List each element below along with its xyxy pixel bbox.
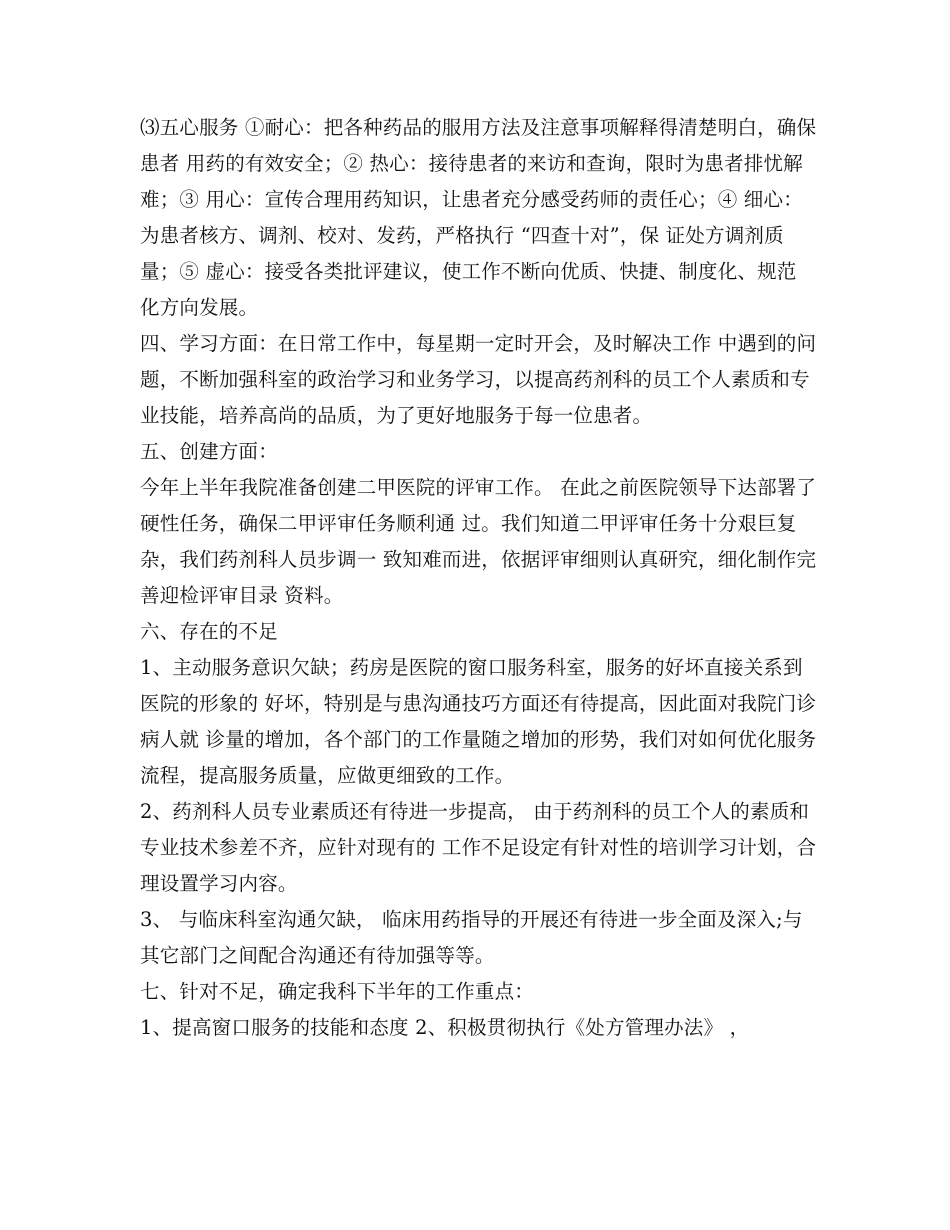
heading-work-focus: 七、针对不足，确定我科下半年的工作重点：: [140, 980, 535, 1003]
document-body: [140, 110, 820, 1046]
paragraph-five-heart-service: ⑶五心服务 ①耐心：把各种药品的服用方法及注意事项解释得清楚明白，确保患者 用药的有效安全；② 热心：接待患者的来访和查询，限时为患者排忧解难；③ 用心：宣传合理用药知识，让患者充分感受药师的责任心；④ 细心：为患者核方、调剂、校对、发药，严格执行 “四查十对”，保 证处方调剂质量；⑤ 虚心：接受各类批评建议，使工作不断向优质、快捷、制度化、规范 化方向发展。: [140, 116, 817, 319]
paragraph-work-focus-items: 1、提高窗口服务的技能和态度 2、积极贯彻执行《处方管理办法》 ，: [140, 1016, 750, 1039]
heading-creation-aspect: 五、创建方面：: [140, 440, 278, 463]
paragraph-creation-aspect: 今年上半年我院准备创建二甲医院的评审工作。 在此之前医院领导下达部署了硬性任务，确保二甲评审任务顺利通 过。我们知道二甲评审任务十分艰巨复杂，我们药剂科人员步调一 致知难而进，依据评审细则认真研究，细化制作完善迎检评审目录 资料。: [140, 476, 817, 607]
paragraph-shortcoming-2: 2、药剂科人员专业素质还有待进一步提高， 由于药剂科的员工个人的素质和专业技术参差不齐，应针对现有的 工作不足设定有针对性的培训学习计划，合理设置学习内容。: [140, 800, 817, 895]
paragraph-study-aspect: 四、学习方面：在日常工作中，每星期一定时开会，及时解决工作 中遇到的问题，不断加强科室的政治学习和业务学习，以提高药剂科的员工个人素质和专业技能，培养高尚的品质，为了更好地服务于每一位患者。: [140, 332, 817, 427]
paragraph-shortcoming-1: 1、主动服务意识欠缺；药房是医院的窗口服务科室，服务的好坏直接关系到医院的形象的 好坏，特别是与患沟通技巧方面还有待提高，因此面对我院门诊病人就 诊量的增加，各个部门的工作量随之增加的形势，我们对如何优化服务 流程，提高服务质量，应做更细致的工作。: [140, 656, 817, 787]
heading-shortcomings: 六、存在的不足: [140, 620, 278, 643]
paragraph-shortcoming-3: 3、 与临床科室沟通欠缺， 临床用药指导的开展还有待进一步全面及深入;与其它部门之间配合沟通还有待加强等等。: [140, 908, 803, 967]
